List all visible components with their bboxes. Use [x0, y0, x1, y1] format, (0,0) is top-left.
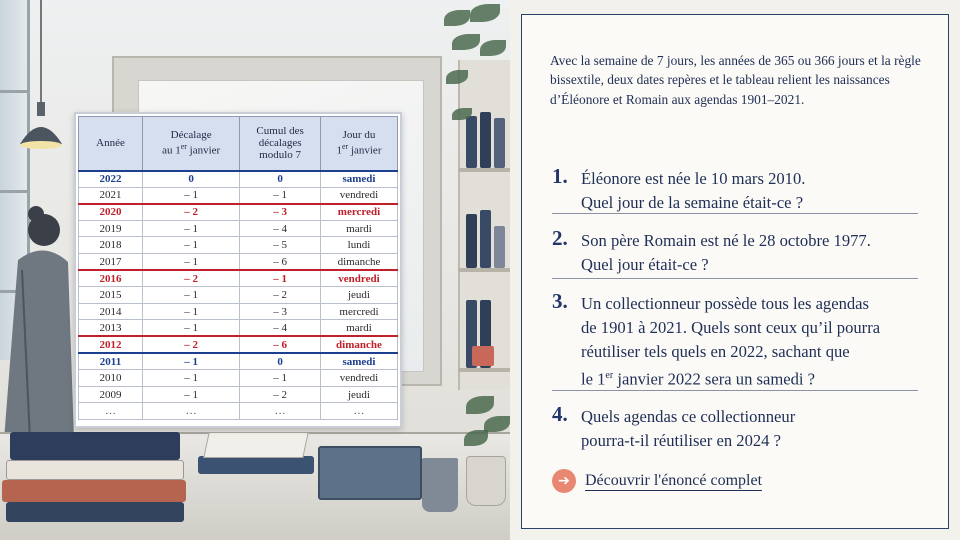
binder: [480, 112, 491, 168]
cell-cumul: …: [240, 403, 321, 420]
pendant-lamp-icon: [14, 102, 68, 152]
cell-shift: – 2: [143, 204, 240, 221]
table-row: [79, 386, 398, 403]
lamp-cord: [40, 0, 42, 104]
cell-year: 2021: [79, 187, 143, 204]
plant-leaf: [470, 4, 500, 22]
cell-day: vendredi: [320, 270, 397, 287]
table-row: [79, 171, 398, 188]
table-row: [79, 187, 398, 204]
table-row: [79, 253, 398, 270]
calendar-shift-table: [78, 116, 398, 420]
table-row: [79, 204, 398, 221]
open-book: [203, 432, 309, 458]
cell-shift: – 1: [143, 386, 240, 403]
cell-shift: – 1: [143, 220, 240, 237]
cell-year: 2012: [79, 336, 143, 353]
cell-day: vendredi: [320, 187, 397, 204]
cell-year: 2019: [79, 220, 143, 237]
exercise-panel: [521, 14, 949, 529]
cell-year: 2010: [79, 370, 143, 387]
question-text: Son père Romain est né le 28 octobre 1977. Quel jour était-ce ?: [581, 231, 871, 274]
question-text: Quels agendas ce collectionneur pourra-t-il réutiliser en 2024 ?: [581, 407, 796, 450]
book: [10, 432, 180, 460]
cell-cumul: – 5: [240, 237, 321, 254]
question-number: 3.: [552, 289, 568, 313]
question-number: 2.: [552, 226, 568, 250]
divider: [552, 213, 918, 214]
cell-cumul: 0: [240, 353, 321, 370]
cell-shift: – 1: [143, 353, 240, 370]
shelf: [458, 168, 510, 172]
cell-day: dimanche: [320, 336, 397, 353]
cell-day: mercredi: [320, 204, 397, 221]
calendar-shift-table-panel: [74, 112, 402, 428]
cell-cumul: – 2: [240, 287, 321, 304]
header-shift: Décalage au 1er janvier: [143, 117, 240, 171]
plant-pot: [466, 456, 506, 506]
cell-cumul: – 4: [240, 320, 321, 337]
cell-cumul: – 6: [240, 336, 321, 353]
table-row: [79, 320, 398, 337]
cell-shift: – 1: [143, 303, 240, 320]
table-row: [79, 303, 398, 320]
plant-leaf: [444, 10, 470, 26]
cell-shift: – 2: [143, 336, 240, 353]
book: [2, 480, 186, 502]
cell-cumul: – 1: [240, 370, 321, 387]
cell-shift: …: [143, 403, 240, 420]
intro-text: Avec la semaine de 7 jours, les années de 365 ou 366 jours et la règle bissextile, deux dates repères et le tableau relient les naissances d’Éléonore et Romain aux agendas 1901–2021.: [550, 53, 921, 107]
cell-year: 2013: [79, 320, 143, 337]
header-day: Jour du 1er janvier: [320, 117, 397, 171]
table-row: [79, 270, 398, 287]
cell-day: dimanche: [320, 253, 397, 270]
table-row: [79, 336, 398, 353]
plant-leaf: [466, 396, 494, 414]
cell-year: 2017: [79, 253, 143, 270]
header-cumul: Cumul des décalages modulo 7: [240, 117, 321, 171]
binder: [466, 116, 477, 168]
pencil-cup: [422, 458, 458, 512]
cell-day: samedi: [320, 353, 397, 370]
cell-year: 2011: [79, 353, 143, 370]
cell-year: 2009: [79, 386, 143, 403]
paper-tray: [318, 446, 422, 500]
shelf: [458, 368, 510, 372]
cell-cumul: 0: [240, 171, 321, 188]
question-text: Un collectionneur possède tous les agendas de 1901 à 2021. Quels sont ceux qu’il pourra réutiliser tels quels en 2022, sachant que le 1er janvier 2022 sera un samedi ?: [581, 294, 881, 389]
table-row: [79, 353, 398, 370]
cell-day: mercredi: [320, 303, 397, 320]
question-text: Éléonore est née le 10 mars 2010. Quel jour de la semaine était-ce ?: [581, 169, 806, 212]
plant-leaf: [480, 40, 506, 56]
book: [198, 456, 314, 474]
question-number: 4.: [552, 402, 568, 426]
cell-shift: – 1: [143, 320, 240, 337]
binder: [480, 210, 491, 268]
cell-shift: – 1: [143, 237, 240, 254]
table-row: [79, 370, 398, 387]
cell-year: 2022: [79, 171, 143, 188]
table-row: [79, 220, 398, 237]
cell-day: lundi: [320, 237, 397, 254]
cell-day: samedi: [320, 171, 397, 188]
cell-year: 2020: [79, 204, 143, 221]
cell-year: 2016: [79, 270, 143, 287]
teacher-figure: [0, 200, 80, 440]
cell-cumul: – 6: [240, 253, 321, 270]
table-row: [79, 237, 398, 254]
plant-leaf: [452, 34, 480, 50]
table-header-row: [79, 117, 398, 171]
cell-day: …: [320, 403, 397, 420]
divider: [552, 390, 918, 391]
cell-shift: 0: [143, 171, 240, 188]
cell-cumul: – 1: [240, 187, 321, 204]
cell-cumul: – 2: [240, 386, 321, 403]
cell-day: mardi: [320, 320, 397, 337]
cell-shift: – 1: [143, 187, 240, 204]
cell-year: 2015: [79, 287, 143, 304]
cta-label[interactable]: Découvrir l'énoncé complet: [585, 471, 763, 489]
shelf: [458, 268, 510, 272]
cell-shift: – 2: [143, 270, 240, 287]
cell-cumul: – 3: [240, 303, 321, 320]
discover-full-statement-link[interactable]: [552, 469, 762, 493]
cell-cumul: – 1: [240, 270, 321, 287]
cell-day: vendredi: [320, 370, 397, 387]
cell-cumul: – 3: [240, 204, 321, 221]
table-row: [79, 287, 398, 304]
cell-shift: – 1: [143, 370, 240, 387]
cell-day: mardi: [320, 220, 397, 237]
book: [6, 502, 184, 522]
cell-year: 2014: [79, 303, 143, 320]
divider: [552, 278, 918, 279]
table-body: [79, 171, 398, 420]
binder: [494, 118, 505, 168]
box: [472, 346, 494, 366]
cell-shift: – 1: [143, 287, 240, 304]
cell-shift: – 1: [143, 253, 240, 270]
binder: [466, 214, 477, 268]
cell-year: 2018: [79, 237, 143, 254]
cell-year: …: [79, 403, 143, 420]
binder: [494, 226, 505, 268]
header-year: Année: [79, 117, 143, 171]
cell-day: jeudi: [320, 386, 397, 403]
cell-day: jeudi: [320, 287, 397, 304]
question-number: 1.: [552, 164, 568, 188]
cell-cumul: – 4: [240, 220, 321, 237]
book: [6, 460, 184, 480]
arrow-right-icon[interactable]: ➔: [552, 469, 576, 493]
table-row: [79, 403, 398, 420]
